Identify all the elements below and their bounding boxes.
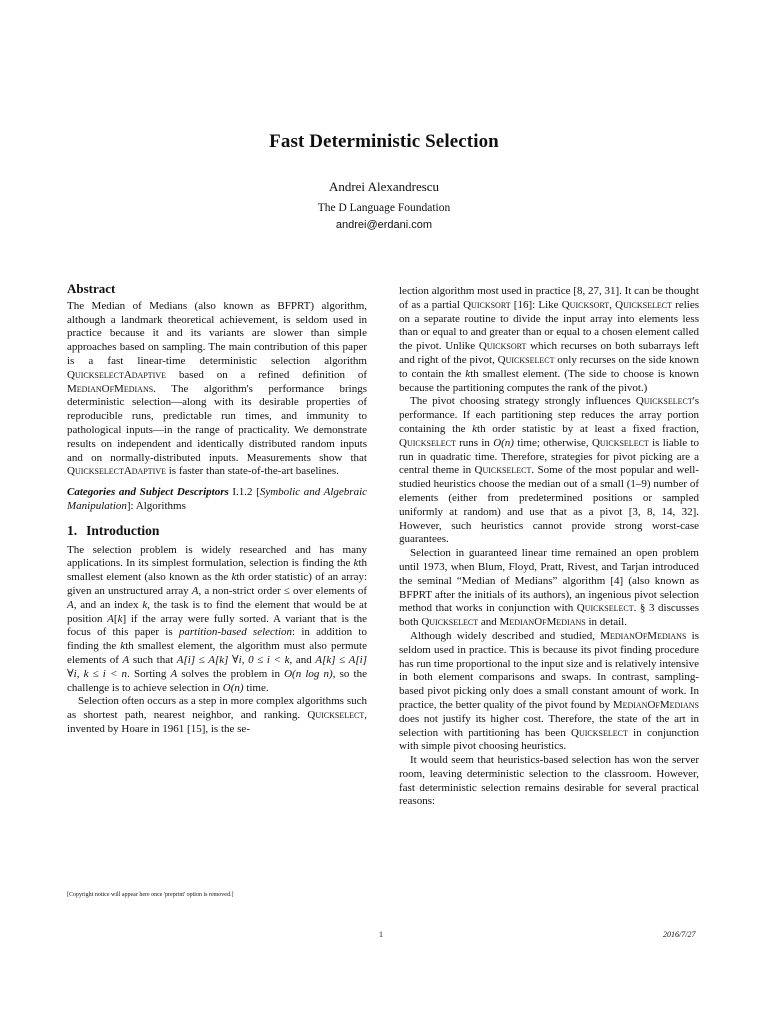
- algorithm-name: MedianOfMedians: [67, 382, 154, 395]
- intro-paragraph: [67, 544, 367, 696]
- text-run: , so the challenge is to achieve selection in: [67, 667, 367, 694]
- emphasis-text: A: [122, 653, 130, 666]
- emphasis-text: k: [142, 598, 148, 611]
- emphasis-text: A: [170, 667, 178, 680]
- text-run: is liable to run in quadratic time. Therefore, strategies for pivot picking are a central theme in: [399, 436, 699, 477]
- author-affiliation: The D Language Foundation: [317, 202, 451, 214]
- algorithm-name: Quickselect: [615, 298, 672, 311]
- text-run: th order statistic by at least a fixed fraction,: [477, 422, 699, 435]
- text-run: th smallest element (also known as the: [67, 557, 367, 584]
- body-paragraph: [399, 395, 699, 547]
- body-paragraph: [399, 754, 699, 809]
- text-run: Selection often occurs as a step in more complex algorithms such as shortest path, nearest neighbor, and ranking.: [67, 695, 367, 722]
- algorithm-name: Quickselect: [497, 353, 555, 366]
- abstract-body: [67, 300, 367, 479]
- text-run: ] if the array were fully sorted. A variant that is the focus of this paper is: [67, 612, 368, 639]
- footer-date: 2016/7/27: [663, 930, 696, 939]
- page-number: 1: [379, 930, 383, 939]
- emphasis-text: A: [191, 584, 199, 597]
- text-run: runs in: [455, 436, 494, 449]
- emphasis-text: k: [465, 367, 471, 380]
- emphasis-text: A: [67, 598, 74, 611]
- emphasis-text: Symbolic and Algebraic Manipulation: [67, 486, 368, 512]
- algorithm-name: Quickselect: [591, 436, 649, 449]
- text-run: The Median of Medians (also known as BFPRT) algorithm, although a landmark theoretical achievement, is seldom used in practice because it and its variants are slower than simple approaches based on sampling. The main contribution of this paper is a fast linear-time deterministic selection algorithm: [67, 299, 367, 367]
- algorithm-name: MedianOfMedians: [600, 629, 687, 642]
- emphasis-text: k: [472, 422, 478, 435]
- text-run: is faster than state-of-the-art baselines.: [166, 465, 339, 478]
- algorithm-name: Quicksort: [561, 298, 610, 311]
- text-run: , and an index: [73, 598, 143, 611]
- emphasis-text: k: [353, 557, 359, 570]
- text-run: relies on a separate routine to divide the input array into elements less than or equal to and greater than or equal to a chosen element called the pivot. Unlike: [399, 298, 700, 353]
- text-run: th smallest element, the algorithm must also permute elements of: [67, 640, 367, 666]
- emphasis-text: O(n log n): [284, 667, 333, 680]
- body-paragraph: [399, 547, 699, 630]
- text-run: . The algorithm's performance brings deterministic selection—along with its desirable properties of reproducible runs, predictable run times, and immunity to pathological inputs—in the range of practicality. We demonstrate results on independent and identically distributed random inputs and on normally-distributed inputs. Measurements show that: [67, 382, 367, 464]
- text-run: [: [113, 612, 118, 625]
- body-paragraph: [399, 630, 699, 754]
- text-run: ,: [609, 298, 616, 311]
- algorithm-name: Quickselect: [474, 464, 532, 477]
- categories-descriptors: [67, 486, 367, 514]
- right-column: [399, 285, 699, 809]
- text-run: which recurses on both subarrays left and right of the pivot,: [399, 340, 699, 366]
- text-run: and: [478, 616, 500, 629]
- emphasis-text: O(n): [222, 681, 244, 694]
- text-run: , invented by Hoare in 1961 [15], is the se-: [67, 709, 367, 735]
- text-run: 's performance. If each partitioning step reduces the array portion containing the: [399, 395, 699, 435]
- text-run: is seldom used in practice. This is because its pivot finding procedure has run time proportional to the input size and is relatively intensive in both element comparisons and swaps. In contrast, sampling-based pivot picking only does a small constant amount of work. In practice, the better quality of the pivot found by: [399, 629, 699, 711]
- algorithm-name: Quicksort: [478, 340, 527, 353]
- emphasis-text: partition-based selection: [178, 626, 293, 639]
- algorithm-name: Quickselect: [399, 436, 456, 449]
- text-run: [16]: Like: [510, 298, 562, 311]
- left-column: [67, 282, 367, 737]
- text-run: The pivot choosing strategy strongly influences: [410, 395, 636, 408]
- text-run: ]: Algorithms: [126, 499, 186, 512]
- algorithm-name: Quickselect: [635, 395, 693, 408]
- author-email: andrei@erdani.com: [335, 219, 433, 231]
- text-run: only recurses on the side known to contain the: [399, 353, 699, 380]
- text-run: . Sorting: [127, 667, 171, 680]
- emphasis-text: k: [117, 612, 123, 625]
- algorithm-name: Quickselect: [421, 616, 479, 629]
- algorithm-name: Quickselect: [307, 709, 365, 722]
- text-run: The selection problem is widely researched and has many applications. In its simplest formulation, selection is finding the: [67, 543, 367, 570]
- algorithm-name: Quickselect: [571, 726, 628, 739]
- emphasis-text: A[i] ≤ A[k] ∀i, 0 ≤ i < k: [176, 653, 290, 666]
- emphasis-text: k: [231, 571, 237, 584]
- emphasis-text: k: [120, 640, 126, 653]
- text-run: : in addition to finding the: [67, 626, 367, 653]
- section-title: Introduction: [86, 522, 160, 538]
- text-run: . § 3 discusses both: [399, 602, 699, 629]
- algorithm-name: QuickselectAdaptive: [67, 465, 166, 478]
- text-run: , and: [289, 653, 316, 666]
- paper-title: Fast Deterministic Selection: [269, 131, 499, 152]
- text-run: Although widely described and studied,: [410, 629, 601, 642]
- algorithm-name: MedianOfMedians: [499, 616, 586, 629]
- text-run: lection algorithm most used in practice [8, 27, 31]. It can be thought of as a partial: [399, 285, 699, 311]
- text-run: I.1.2 [: [228, 486, 260, 499]
- text-run: in detail.: [585, 616, 627, 629]
- text-run: . Some of the most popular and well-studied heuristics choose the median out of a small (1–9) number of elements (either from predetermined positions or sampled uniformly at random) and use that as a pivot [3, 8, 14, 32]. However, such heuristics cannot provide strong worst-case guarantees.: [399, 464, 699, 546]
- copyright-notice: [Copyright notice will appear here once 'preprint' option is removed.]: [67, 892, 234, 898]
- text-run: based on a refined definition of: [166, 368, 367, 381]
- intro-paragraph: [67, 695, 367, 736]
- text-run: does not justify its higher cost. Therefore, the state of the art in selection with partitioning has been: [399, 712, 699, 739]
- text-run: th smallest element. (The side to choose is known because the partitioning computes the rank of the pivot.): [399, 367, 699, 394]
- algorithm-name: QuickselectAdaptive: [67, 368, 166, 381]
- body-paragraph: [399, 285, 699, 395]
- section-heading-introduction: [67, 524, 367, 538]
- algorithm-name: Quickselect: [576, 602, 634, 615]
- emphasis-text: O(n): [493, 436, 514, 449]
- text-run: Selection in guaranteed linear time remained an open problem until 1973, when Blum, Floyd, Pratt, Rivest, and Tarjan introduced the seminal “Median of Medians” algorithm [4] (also known as BFPRT after the initials of its authors), an ingenious pivot selection method that works in conjunction with: [399, 547, 699, 615]
- text-run: solves the problem in: [177, 667, 285, 680]
- author-name: Andrei Alexandrescu: [328, 179, 440, 194]
- abstract-heading: Abstract: [67, 281, 116, 296]
- text-run: th order statistic) of an array: given an unstructured array: [67, 571, 368, 597]
- algorithm-name: MedianOfMedians: [612, 698, 699, 711]
- text-run: in conjunction with simple pivot choosing heuristics.: [399, 726, 699, 753]
- emphasis-text: A: [107, 612, 114, 625]
- text-run: time.: [243, 681, 269, 694]
- run-heading: Categories and Subject Descriptors: [67, 486, 229, 499]
- text-run: , the task is to find the element that would be at position: [67, 598, 367, 625]
- text-run: It would seem that heuristics-based selection has won the server room, leaving deterministic selection to the classroom. However, fast deterministic selection remains desirable for several practical reasons:: [399, 754, 699, 808]
- text-run: such that: [129, 653, 177, 666]
- emphasis-text: A[k] ≤ A[i] ∀i, k ≤ i < n: [67, 653, 367, 680]
- text-run: time; otherwise,: [513, 436, 592, 449]
- algorithm-name: Quicksort: [463, 298, 511, 311]
- text-run: , a non-strict order ≤ over elements of: [198, 584, 367, 597]
- section-number: 1.: [67, 522, 78, 538]
